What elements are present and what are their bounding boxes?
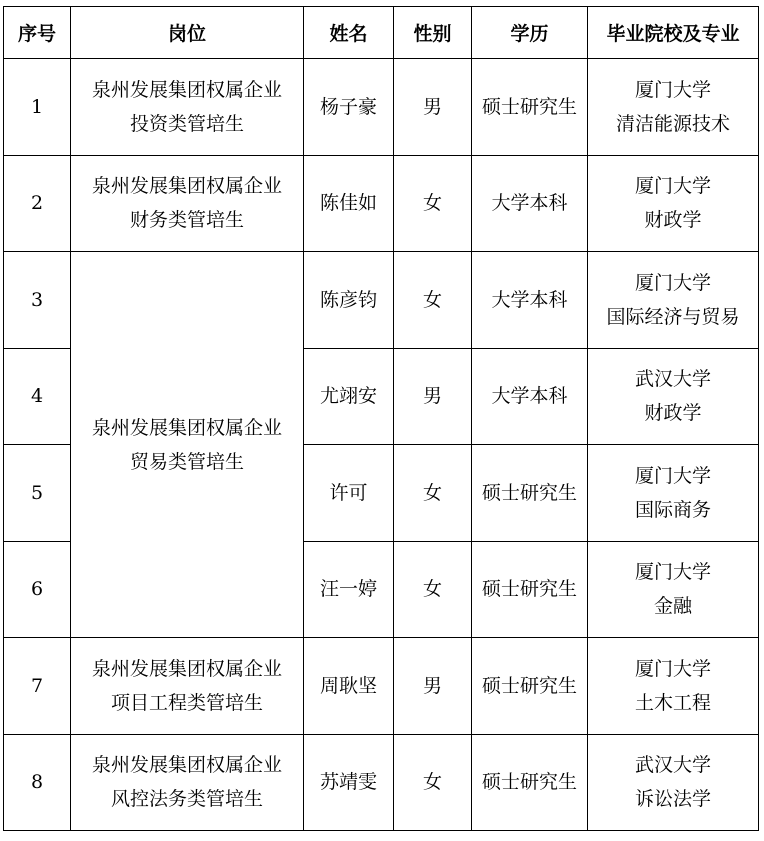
cell-education: 硕士研究生 xyxy=(472,445,588,542)
table-row xyxy=(4,638,759,735)
header-school-major: 毕业院校及专业 xyxy=(588,7,759,59)
major-name: 财政学 xyxy=(644,402,702,425)
cell-seq: 2 xyxy=(4,155,71,252)
school-name: 武汉大学 xyxy=(634,368,711,391)
position-role: 项目工程类管培生 xyxy=(110,691,263,714)
cell-school-major xyxy=(588,59,759,156)
major-name: 金融 xyxy=(653,595,692,618)
major-name: 清洁能源技术 xyxy=(615,112,730,135)
cell-school-major xyxy=(588,638,759,735)
cell-position xyxy=(71,638,304,735)
table-header-row xyxy=(4,7,759,59)
position-company: 泉州发展集团权属企业 xyxy=(91,78,282,101)
header-seq: 序号 xyxy=(4,7,71,59)
major-name: 诉讼法学 xyxy=(634,788,711,811)
cell-school-major xyxy=(588,445,759,542)
header-position: 岗位 xyxy=(71,7,304,59)
position-company: 泉州发展集团权属企业 xyxy=(91,657,282,680)
position-company: 泉州发展集团权属企业 xyxy=(91,416,282,439)
cell-position xyxy=(71,734,304,831)
cell-name: 汪一婷 xyxy=(304,541,394,638)
header-name: 姓名 xyxy=(304,7,394,59)
cell-position-merged xyxy=(71,252,304,638)
school-name: 厦门大学 xyxy=(634,271,711,294)
cell-position xyxy=(71,59,304,156)
table-row xyxy=(4,59,759,156)
major-name: 国际商务 xyxy=(634,498,711,521)
cell-seq: 3 xyxy=(4,252,71,349)
cell-school-major xyxy=(588,541,759,638)
cell-seq: 4 xyxy=(4,348,71,445)
cell-education: 大学本科 xyxy=(472,155,588,252)
cell-seq: 7 xyxy=(4,638,71,735)
cell-school-major xyxy=(588,734,759,831)
cell-name: 杨子豪 xyxy=(304,59,394,156)
cell-seq: 1 xyxy=(4,59,71,156)
cell-seq: 8 xyxy=(4,734,71,831)
cell-gender: 男 xyxy=(394,59,472,156)
cell-education: 硕士研究生 xyxy=(472,734,588,831)
cell-school-major xyxy=(588,252,759,349)
cell-name: 苏靖雯 xyxy=(304,734,394,831)
cell-education: 硕士研究生 xyxy=(472,59,588,156)
table-row xyxy=(4,734,759,831)
cell-education: 硕士研究生 xyxy=(472,638,588,735)
position-role: 投资类管培生 xyxy=(129,112,244,135)
school-name: 厦门大学 xyxy=(634,78,711,101)
position-role: 财务类管培生 xyxy=(129,209,244,232)
school-name: 厦门大学 xyxy=(634,657,711,680)
header-education: 学历 xyxy=(472,7,588,59)
cell-gender: 女 xyxy=(394,541,472,638)
position-role: 风控法务类管培生 xyxy=(110,788,263,811)
major-name: 财政学 xyxy=(644,209,702,232)
cell-gender: 男 xyxy=(394,638,472,735)
cell-seq: 6 xyxy=(4,541,71,638)
school-name: 武汉大学 xyxy=(634,754,711,777)
cell-name: 陈佳如 xyxy=(304,155,394,252)
cell-seq: 5 xyxy=(4,445,71,542)
school-name: 厦门大学 xyxy=(634,561,711,584)
cell-school-major xyxy=(588,155,759,252)
cell-gender: 女 xyxy=(394,734,472,831)
candidate-table xyxy=(3,6,759,831)
cell-name: 陈彦钧 xyxy=(304,252,394,349)
cell-education: 大学本科 xyxy=(472,348,588,445)
cell-education: 大学本科 xyxy=(472,252,588,349)
cell-gender: 女 xyxy=(394,155,472,252)
cell-name: 周耿坚 xyxy=(304,638,394,735)
major-name: 国际经济与贸易 xyxy=(606,305,740,328)
cell-gender: 女 xyxy=(394,445,472,542)
cell-position xyxy=(71,155,304,252)
cell-education: 硕士研究生 xyxy=(472,541,588,638)
position-company: 泉州发展集团权属企业 xyxy=(91,754,282,777)
table-row xyxy=(4,155,759,252)
cell-name: 许可 xyxy=(304,445,394,542)
school-name: 厦门大学 xyxy=(634,175,711,198)
cell-school-major xyxy=(588,348,759,445)
header-gender: 性别 xyxy=(394,7,472,59)
major-name: 土木工程 xyxy=(634,691,711,714)
cell-gender: 女 xyxy=(394,252,472,349)
position-role: 贸易类管培生 xyxy=(129,450,244,473)
school-name: 厦门大学 xyxy=(634,464,711,487)
position-company: 泉州发展集团权属企业 xyxy=(91,175,282,198)
cell-name: 尤翊安 xyxy=(304,348,394,445)
cell-gender: 男 xyxy=(394,348,472,445)
table-row xyxy=(4,252,759,349)
